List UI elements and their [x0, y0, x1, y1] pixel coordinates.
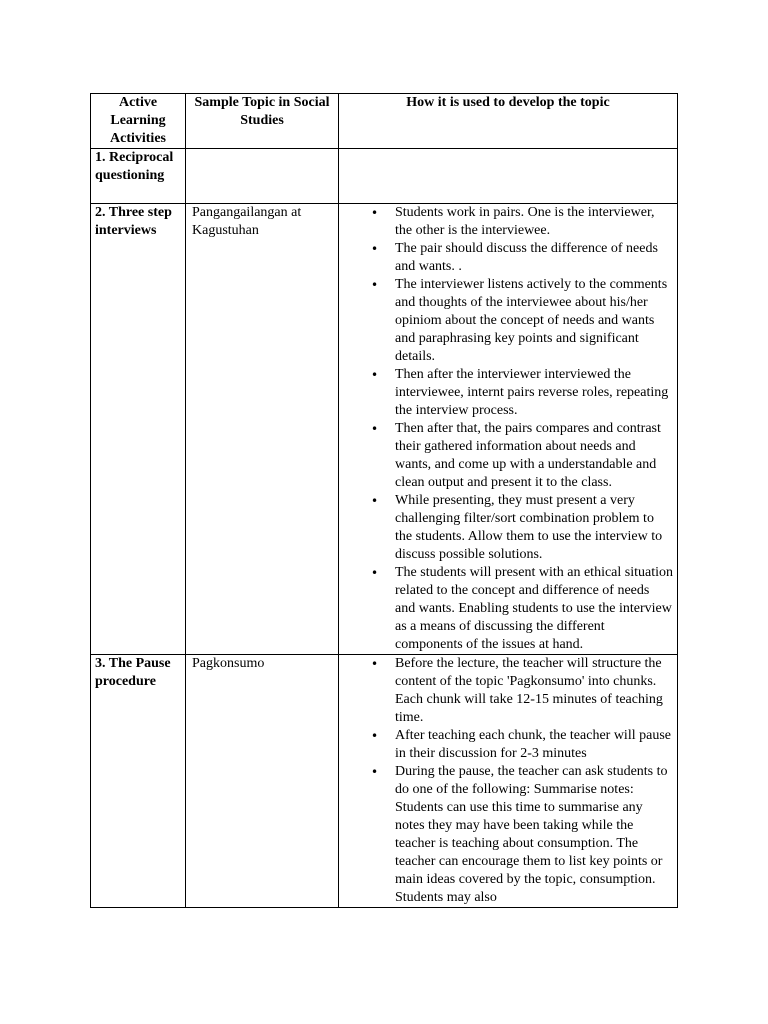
table-header-row: [91, 94, 678, 149]
table-row: [91, 655, 678, 908]
list-item: • The pair should discuss the difference of needs and wants. .: [395, 240, 673, 276]
bullet-list: [343, 655, 673, 907]
activity-cell: 1. Reciprocal questioning: [91, 149, 186, 204]
topic-cell: Pagkonsumo: [186, 655, 339, 908]
list-item: • After teaching each chunk, the teacher will pause in their discussion for 2-3 minutes: [395, 727, 673, 763]
list-item: • Before the lecture, the teacher will structure the content of the topic 'Pagkonsumo' into chunks. Each chunk will take 12-15 minutes of teaching time.: [395, 655, 673, 727]
activities-table: [90, 93, 678, 908]
list-item: • Students work in pairs. One is the interviewer, the other is the interviewee.: [395, 204, 673, 240]
header-sample-topic: Sample Topic in Social Studies: [186, 94, 339, 149]
list-item: • The interviewer listens actively to the comments and thoughts of the interviewee about his/her opiniom about the concept of needs and wants and paraphrasing key points and significant details.: [395, 276, 673, 366]
bullet-list: [343, 204, 673, 654]
header-activities: Active Learning Activities: [91, 94, 186, 149]
activity-cell: 3. The Pause procedure: [91, 655, 186, 908]
activity-cell: 2. Three step interviews: [91, 204, 186, 655]
table-row: [91, 204, 678, 655]
table-row: [91, 149, 678, 204]
list-item: • While presenting, they must present a very challenging filter/sort combination problem to the students. Allow them to use the interview to discuss possible solutions.: [395, 492, 673, 564]
list-item: • The students will present with an ethical situation related to the concept and difference of needs and wants. Enabling students to use the interview as a means of discussing the different components of the issues at hand.: [395, 564, 673, 654]
description-cell: [339, 204, 678, 655]
description-cell: [339, 149, 678, 204]
description-cell: [339, 655, 678, 908]
list-item: • During the pause, the teacher can ask students to do one of the following: Summarise notes: Students can use this time to summarise any notes they may have been taking while the teacher is teaching about consumption. The teacher can encourage them to list key points or main ideas covered by the topic, consumption. Students may also: [395, 763, 673, 907]
header-how-used: How it is used to develop the topic: [339, 94, 678, 149]
list-item: • Then after that, the pairs compares and contrast their gathered information about needs and wants, and come up with a understandable and clean output and present it to the class.: [395, 420, 673, 492]
list-item: • Then after the interviewer interviewed the interviewee, internt pairs reverse roles, repeating the interview process.: [395, 366, 673, 420]
topic-cell: [186, 149, 339, 204]
topic-cell: Pangangailangan at Kagustuhan: [186, 204, 339, 655]
